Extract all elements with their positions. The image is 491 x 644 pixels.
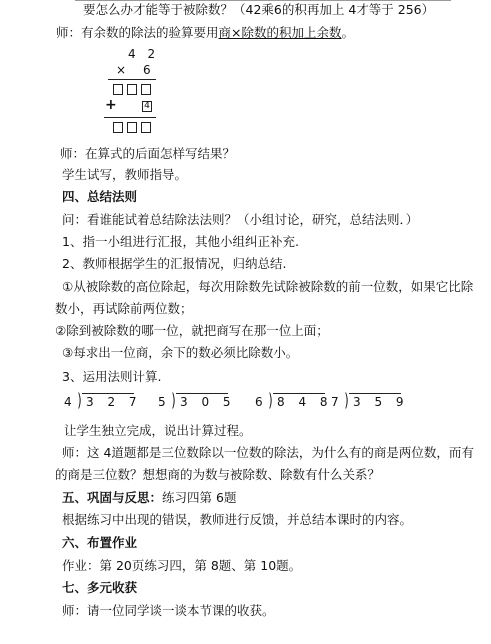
text-line-6: 1、指一小组进行汇报，其他小组纠正补充.	[62, 234, 299, 249]
division-bar-2	[176, 393, 228, 394]
text-line-18: 师：请一位同学谈一谈本节课的收获。	[62, 603, 275, 618]
multiplier: 6	[143, 63, 151, 77]
result-box-1	[113, 122, 123, 133]
page-top-rule	[75, 0, 451, 1]
text-line-10: ②除到被除数的哪一位，就把商写在那一位上面；	[55, 323, 329, 338]
text-line-3: 师：在算式的后面怎样写结果？	[60, 146, 236, 161]
divisor-3: 6	[255, 395, 268, 409]
product-box-1	[113, 84, 123, 95]
text-line-1: 要怎么办才能等于被除数？（42乘6的积再加上 4才等于 256）	[83, 2, 435, 17]
division-bracket-4: )	[344, 390, 349, 411]
product-box-3	[141, 84, 151, 95]
dividend-1: 3 2 7	[86, 395, 142, 409]
heading-7: 七、多元收获	[62, 580, 138, 595]
heading-5	[62, 490, 236, 506]
text-line-14: 师：这 4道题都是三位数除以一位数的除法，为什么有的商是两位数，而有	[62, 445, 474, 460]
product-box-2	[127, 84, 137, 95]
result-box-3	[141, 122, 151, 133]
result-box-2	[127, 122, 137, 133]
text-line-12: 3、运用法则计算.	[62, 369, 162, 384]
divisor-2: 5	[158, 395, 171, 409]
division-bracket-3: )	[268, 390, 273, 411]
heading-5-detail: 练习四第 6题	[162, 490, 237, 505]
dividend-3: 8 4 8	[277, 395, 333, 409]
text-line-11: ③每求出一位商，余下的数必须比除数小。	[62, 345, 299, 360]
text-line-9: 数小，再试除前两位数；	[55, 301, 193, 316]
division-bar-4	[349, 393, 401, 394]
text-line-2-prefix: 师：有余数的除法的验算要用	[56, 25, 219, 40]
text-line-5: 问：看谁能试着总结除法法则？（小组讨论，研究，总结法则．）	[62, 212, 419, 227]
divisor-4: 7	[331, 395, 344, 409]
multiplicand: 4 2	[128, 47, 160, 61]
text-line-13: 让学生独立完成，说出计算过程。	[64, 423, 252, 438]
dividend-2: 3 0 5	[180, 395, 236, 409]
text-line-15: 的商是三位数？想想商的为数与被除数、除数有什么关系？	[55, 467, 381, 482]
heading-4: 四、总结法则	[62, 189, 138, 204]
divisor-1: 4	[64, 395, 77, 409]
times-sign: ×	[116, 63, 127, 77]
multiplication-line-2	[104, 117, 156, 118]
text-line-2-suffix: 。	[341, 25, 355, 40]
text-line-8: ①从被除数的高位除起，每次用除数先试除被除数的前一位数，如果它比除	[62, 279, 474, 294]
division-bracket-1: )	[77, 390, 82, 411]
text-line-2-underlined: 商×除数的积加上余数	[218, 25, 342, 40]
division-bar-1	[82, 393, 134, 394]
heading-5-title: 五、巩固与反思：	[62, 490, 163, 505]
text-line-2	[56, 25, 354, 41]
remainder-box: 4	[142, 101, 152, 112]
text-line-7: 2、教师根据学生的汇报情况，归纳总结.	[62, 256, 287, 271]
multiplication-line-1	[108, 79, 156, 80]
plus-sign: +	[105, 97, 117, 113]
dividend-4: 3 5 9	[353, 395, 409, 409]
division-bar-3	[273, 393, 325, 394]
heading-6: 六、布置作业	[62, 535, 138, 550]
division-bracket-2: )	[171, 390, 176, 411]
text-line-16: 根据练习中出现的错误，教师进行反馈，并总结本课时的内容。	[62, 512, 413, 527]
text-line-17: 作业：第 20页练习四，第 8题、第 10题。	[62, 558, 302, 573]
text-line-4: 学生试写，教师指导。	[62, 167, 188, 182]
